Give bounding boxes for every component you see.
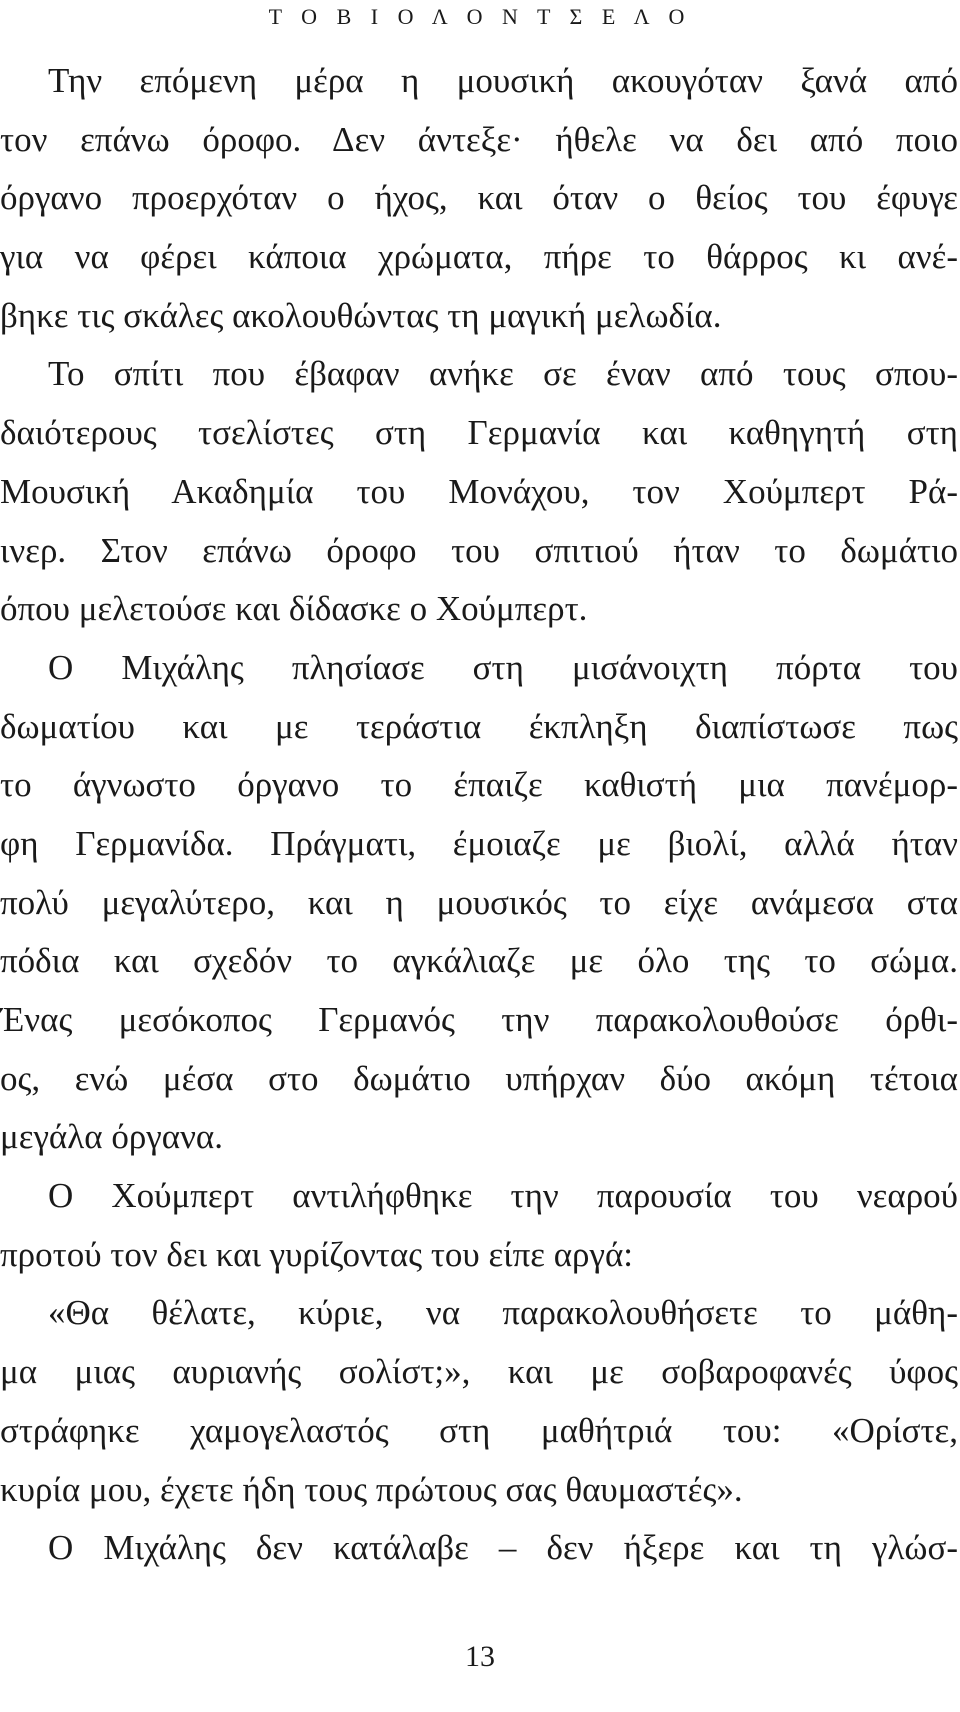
text-line: Το σπίτι που έβαφαν ανήκε σε έναν από τους σπου- [48,354,958,394]
text-line: βηκε τις σκάλες ακολουθώντας τη μαγική μελωδία. [0,295,722,335]
text-line: κυρία μου, έχετε ήδη τους πρώτους σας θαυμαστές». [0,1469,743,1509]
text-line: Ο Μιχάλης πλησίασε στη μισάνοιχτη πόρτα του [48,647,958,687]
text-line: ινερ. Στον επάνω όροφο του σπιτιού ήταν το δωμάτιο [0,530,958,570]
text-line: προτού τον δει και γυρίζοντας του είπε αργά: [0,1234,634,1274]
text-line: τον επάνω όροφο. Δεν άντεξε· ήθελε να δει από ποιο [0,119,958,159]
body-text [0,52,958,1578]
text-line: δαιότερους τσελίστες στη Γερμανία και καθηγητή στη [0,413,958,453]
text-line: ος, ενώ μέσα στο δωμάτιο υπήρχαν δύο ακόμη τέτοια [0,1058,958,1098]
text-line: Μουσική Ακαδημία του Μονάχου, τον Χούμπερτ Ρά- [0,471,958,511]
text-line: «Θα θέλατε, κύριε, να παρακολουθήσετε το μάθη- [48,1293,958,1333]
text-line: Ένας μεσόκοπος Γερμανός την παρακολουθούσε όρθι- [0,1000,958,1039]
text-line: όργανο προερχόταν ο ήχος, και όταν ο θείος του έφυγε [0,178,958,218]
text-line: δωματίου και με τεράστια έκπληξη διαπίστωσε πως [0,706,958,746]
running-header: Τ Ο Β Ι Ο Λ Ο Ν Τ Σ Ε Λ Ο [268,4,692,29]
text-line: πόδια και σχεδόν το αγκάλιαζε με όλο της το σώμα. [0,941,958,981]
text-line: στράφηκε χαμογελαστός στη μαθήτριά του: «Ορίστε, [0,1410,958,1450]
text-line: φη Γερμανίδα. Πράγματι, έμοιαζε με βιολί, αλλά ήταν [0,823,958,863]
text-line: μα μιας αυριανής σολίστ;», και με σοβαροφανές ύφος [0,1352,958,1392]
text-line: το άγνωστο όργανο το έπαιζε καθιστή μια πανέμορ- [0,765,958,805]
text-line: Ο Χούμπερτ αντιλήφθηκε την παρουσία του νεαρού [48,1176,958,1216]
page-number: 13 [465,1640,495,1673]
text-line: για να φέρει κάποια χρώματα, πήρε το θάρρος κι ανέ- [0,237,958,277]
text-line: μεγάλα όργανα. [0,1117,224,1157]
text-line: πολύ μεγαλύτερο, και η μουσικός το είχε ανάμεσα στα [0,882,958,922]
text-line: Την επόμενη μέρα η μουσική ακουγόταν ξανά από [48,61,958,100]
text-line: όπου μελετούσε και δίδασκε ο Χούμπερτ. [0,589,588,629]
text-line: Ο Μιχάλης δεν κατάλαβε – δεν ήξερε και τη γλώσ- [48,1528,958,1568]
